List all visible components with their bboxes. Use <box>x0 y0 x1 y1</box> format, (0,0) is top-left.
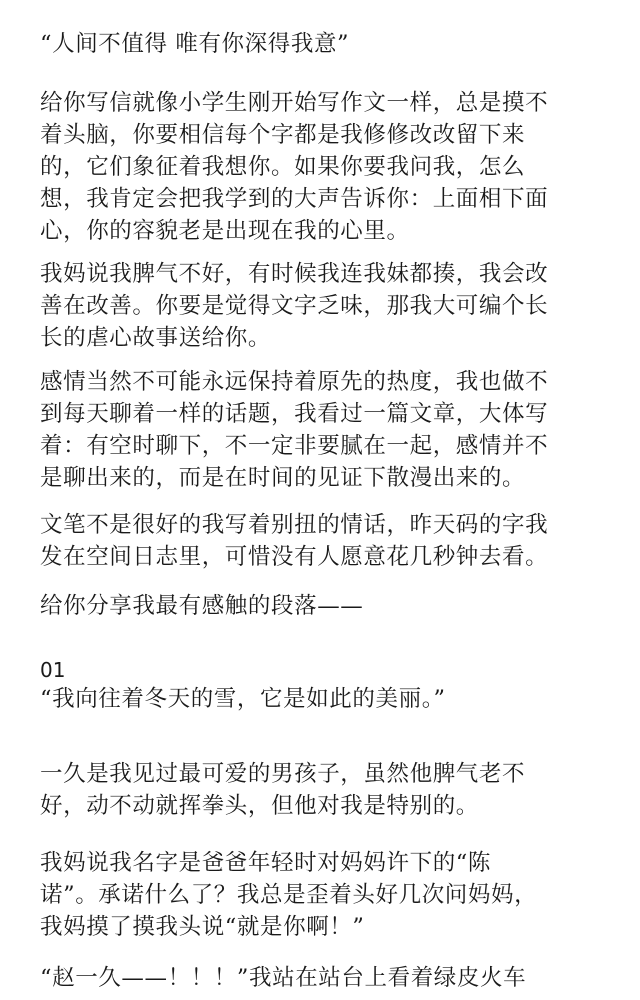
text-line: 的，它们象征着我想你。如果你要我问我，怎么 <box>40 154 526 180</box>
text-line: 我妈说我脾气不好，有时候我连我妹都揍，我会改 <box>40 261 549 287</box>
section-number: 01 <box>40 658 66 682</box>
text-line: 善在改善。你要是觉得文字乏味，那我大可编个长 <box>40 293 549 319</box>
text-line: 感情当然不可能永远保持着原先的热度，我也做不 <box>40 369 549 395</box>
title-line: “人间不值得 唯有你深得我意” <box>40 31 350 57</box>
quote-line: “我向往着冬天的雪，它是如此的美丽。” <box>40 686 446 712</box>
text-line: 到每天聊着一样的话题，我看过一篇文章，大体写 <box>40 401 549 427</box>
text-line: 我妈说我名字是爸爸年轻时对妈妈许下的“陈 <box>40 850 492 876</box>
text-line: 着：有空时聊下，不一定非要腻在一起，感情并不 <box>40 433 549 459</box>
text-line: 想，我肯定会把我学到的大声告诉你：上面相下面 <box>40 186 549 212</box>
text-line: 给你分享我最有感触的段落—— <box>40 593 364 619</box>
text-line: 给你写信就像小学生刚开始写作文一样，总是摸不 <box>40 90 549 116</box>
text-line: 文笔不是很好的我写着别扭的情话，昨天码的字我 <box>40 512 549 538</box>
text-line: 着头脑，你要相信每个字都是我修修改改留下来 <box>40 122 526 148</box>
text-line: 一久是我见过最可爱的男孩子，虽然他脾气老不 <box>40 761 526 787</box>
text-line: 心，你的容貌老是出现在我的心里。 <box>40 218 410 244</box>
text-line: 好，动不动就挥拳头，但他对我是特别的。 <box>40 793 479 819</box>
text-line: 我妈摸了摸我头说“就是你啊！” <box>40 914 365 940</box>
text-line: 发在空间日志里，可惜没有人愿意花几秒钟去看。 <box>40 544 549 570</box>
text-line: 是聊出来的，而是在时间的见证下散漫出来的。 <box>40 465 526 491</box>
text-line: 长的虐心故事送给你。 <box>40 325 272 351</box>
text-line: “赵一久——！！！”我站在站台上看着绿皮火车 <box>40 965 527 991</box>
text-line: 诺”。承诺什么了？我总是歪着头好几次问妈妈， <box>40 882 538 908</box>
